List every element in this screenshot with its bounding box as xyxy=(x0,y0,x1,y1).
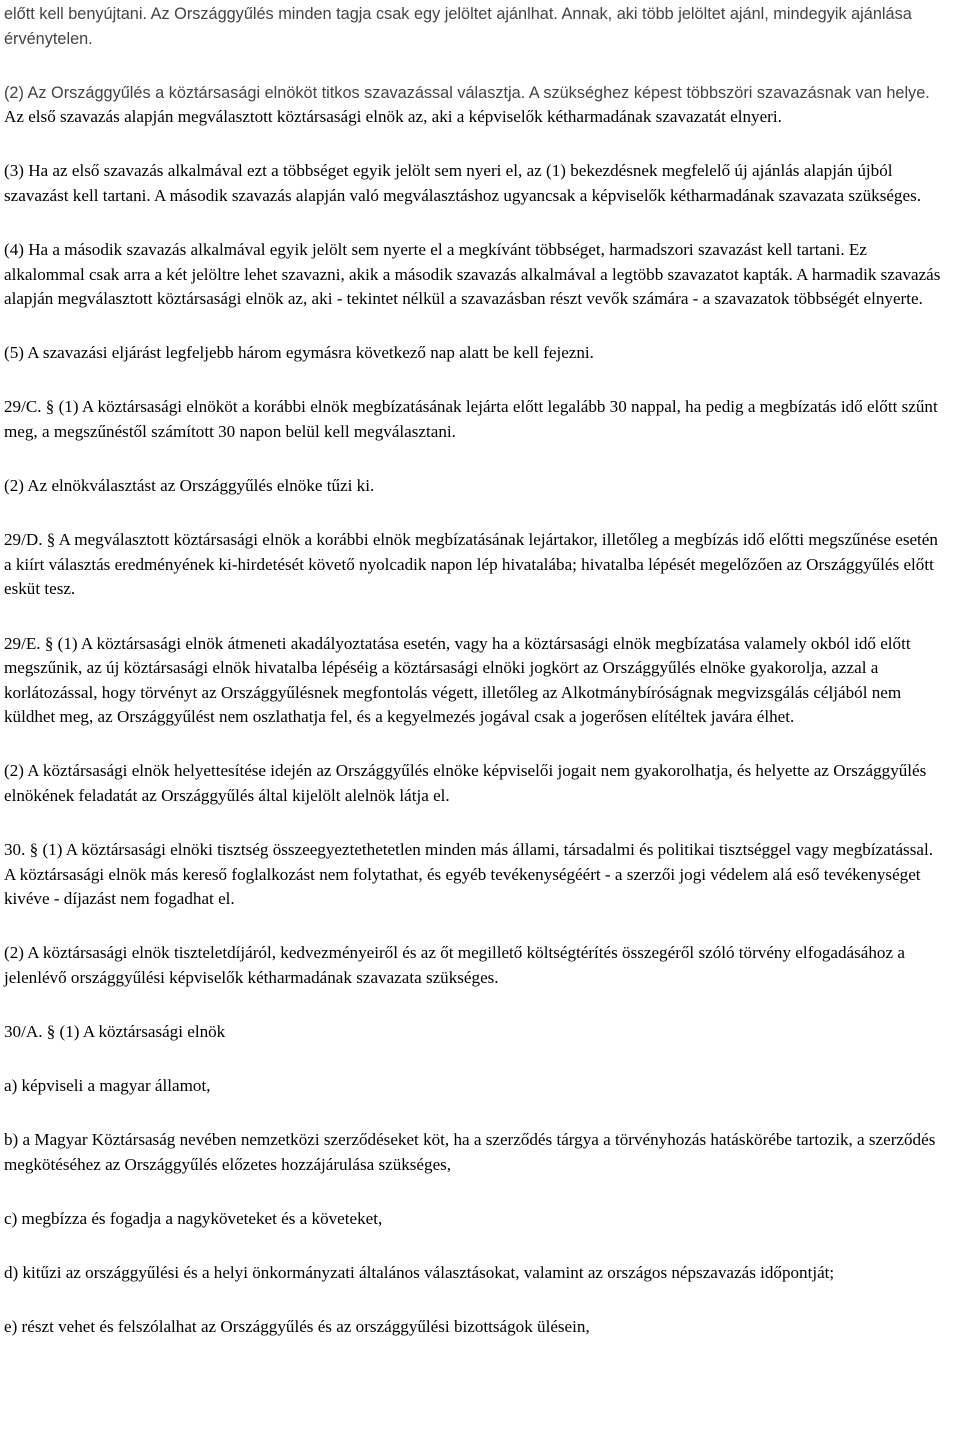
paragraph-secret-ballot-part1: (2) Az Országgyűlés a köztársasági elnököt titkos szavazással választja. A szükséghez képest többszöri szavazásnak van helye. xyxy=(4,83,930,102)
paragraph-third-ballot: (4) Ha a második szavazás alkalmával egyik jelölt sem nyerte el a megkívánt többséget, harmadszori szavazást kell tartani. Ez alkalommal csak arra a két jelöltre lehet szavazni, akik a második szavazás alkalmával a legtöbb szavazatot kapták. A harmadik szavazás alapján megválasztott köztársasági elnök az, aki - tekintet nélkül a szavazásban részt vevők számára - a szavazatok többségét elnyerte. xyxy=(4,240,941,309)
paragraph-secret-ballot-part2: Az első szavazás alapján megválasztott köztársasági elnök az, aki a képviselők kétharmadának szavazatát elnyeri. xyxy=(4,107,782,127)
section-29d: 29/D. § A megválasztott köztársasági elnök a korábbi elnök megbízatásának lejártakor, illetőleg a megbízás idő előtti megszűnése esetén a kiírt választás eredményének ki-hirdetését követő nyolcadik napon lép hivatalába; hivatalba lépését megelőzően az Országgyűlés előtt esküt tesz. xyxy=(4,530,938,599)
paragraph-voting-deadline: (5) A szavazási eljárást legfeljebb három egymásra következő nap alatt be kell fejezni. xyxy=(4,343,594,363)
list-item-d: d) kitűzi az országgyűlési és a helyi önkormányzati általános választásokat, valamint az országos népszavazás időpontját; xyxy=(4,1263,835,1282)
section-29c-1: 29/C. § (1) A köztársasági elnököt a korábbi elnök megbízatásának lejárta előtt legalább 30 nappal, ha pedig a megbízatás idő előtt szűnt meg, a megszűnéstől számított 30 napon belül kell megválasztani. xyxy=(4,397,938,442)
section-30-2: (2) A köztársasági elnök tiszteletdíjáról, kedvezményeiről és az őt megillető költségtérítés összegéről szóló törvény elfogadásához a jelenlévő országgyűlési képviselők kétharmadának szavazata szükséges. xyxy=(4,943,905,987)
section-30-1: 30. § (1) A köztársasági elnöki tisztség összeegyeztethetetlen minden más állami, társadalmi és politikai tisztséggel vagy megbízatással. A köztársasági elnök más kereső foglalkozást nem folytathat, és egyéb tevékenységéért - a szerzői jogi védelem alá eső tevékenységet kivéve - díjazást nem fogadhat el. xyxy=(4,840,933,909)
section-29c-2: (2) Az elnökválasztást az Országgyűlés elnöke tűzi ki. xyxy=(4,476,375,496)
paragraph-nomination-deadline: előtt kell benyújtani. Az Országgyűlés minden tagja csak egy jelöltet ajánlhat. Annak, aki több jelöltet ajánl, mindegyik ajánlása érvénytelen. xyxy=(4,5,912,48)
paragraph-secret-ballot xyxy=(4,81,946,130)
paragraph-second-ballot: (3) Ha az első szavazás alkalmával ezt a többséget egyik jelölt sem nyeri el, az (1) bekezdésnek megfelelő új ajánlás alapján újból szavazást kell tartani. A második szavazás alapján való megválasztáshoz ugyancsak a képviselők kétharmadának szavazata szükséges. xyxy=(4,161,921,205)
section-29e-2: (2) A köztársasági elnök helyettesítése idején az Országgyűlés elnöke képviselői jogait nem gyakorolhatja, és helyette az Országgyűlés elnökének feladatát az Országgyűlés által kijelölt alelnök látja el. xyxy=(4,761,927,805)
list-item-e: e) részt vehet és felszólalhat az Országgyűlés és az országgyűlési bizottságok ülésein, xyxy=(4,1317,590,1337)
list-item-c: c) megbízza és fogadja a nagyköveteket és a követeket, xyxy=(4,1208,383,1228)
list-item-b: b) a Magyar Köztársaság nevében nemzetközi szerződéseket köt, ha a szerződés tárgya a törvényhozás hatáskörébe tartozik, a szerződés megkötéséhez az Országgyűlés előzetes hozzájárulása szükséges, xyxy=(4,1130,936,1174)
section-30a-1: 30/A. § (1) A köztársasági elnök xyxy=(4,1022,226,1042)
list-item-a: a) képviseli a magyar államot, xyxy=(4,1076,211,1096)
section-29e-1: 29/E. § (1) A köztársasági elnök átmeneti akadályoztatása esetén, vagy ha a köztársasági elnök megbízatása valamely okból idő előtt megszűnik, az új köztársasági elnök hivatalba lépéséig a köztársasági elnöki jogkört az Országgyűlés elnöke gyakorolja, azzal a korlátozással, hogy törvényt az Országgyűlésnek megfontolás végett, illetőleg az Alkotmánybíróságnak megvizsgálás céljából nem küldhet meg, az Országgyűlést nem oszlathatja fel, és a kegyelmezés jogával csak a jogerősen elítéltek javára élhet. xyxy=(4,633,911,727)
